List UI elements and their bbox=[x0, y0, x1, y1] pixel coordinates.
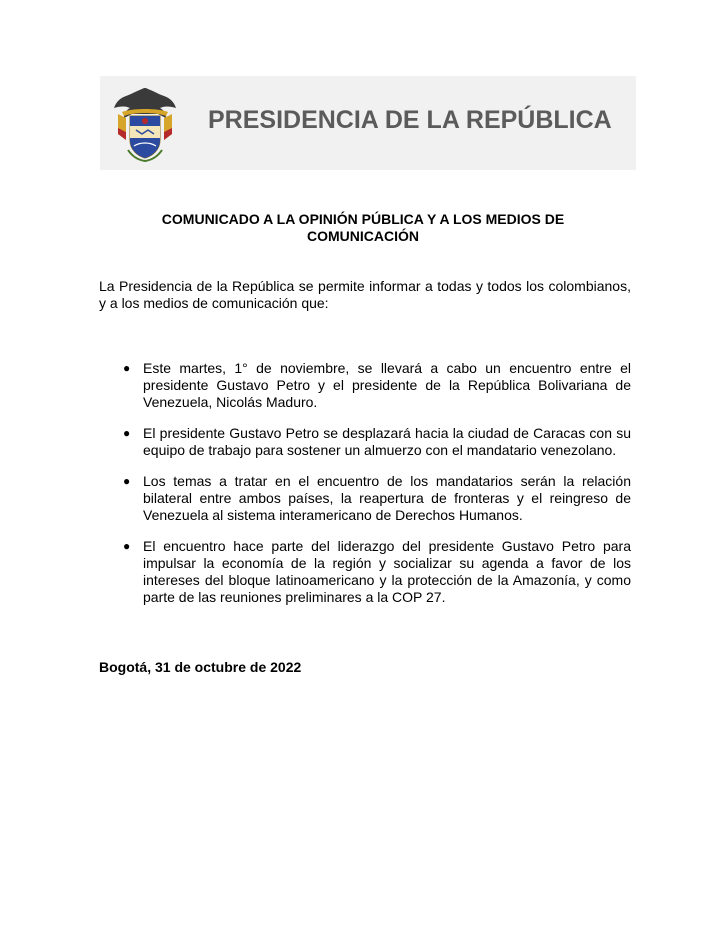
bullet-item bbox=[99, 360, 631, 411]
intro-paragraph: La Presidencia de la República se permite informar a todas y todos los colombianos, y a los medios de comunicación que: bbox=[99, 278, 631, 311]
signoff-date: Bogotá, 31 de octubre de 2022 bbox=[99, 659, 302, 675]
bullet-text: Los temas a tratar en el encuentro de los mandatarios serán la relación bilateral entre ambos países, la reapertura de fronteras y el reingreso de Venezuela al sistema interamericano de Derechos Humanos. bbox=[143, 473, 631, 523]
bullet-item bbox=[99, 425, 631, 459]
bullet-text: El encuentro hace parte del liderazgo del presidente Gustavo Petro para impulsar la economía de la región y socializar su agenda a favor de los intereses del bloque latinoamericano y la protección de la Amazonía, y como parte de las reuniones preliminares a la COP 27. bbox=[143, 538, 631, 605]
bullet-icon: ● bbox=[123, 474, 131, 488]
bullet-text: El presidente Gustavo Petro se desplazará hacia la ciudad de Caracas con su equipo de trabajo para sostener un almuerzo con el mandatario venezolano. bbox=[143, 425, 631, 458]
bullet-item bbox=[99, 473, 631, 524]
document-title: COMUNICADO A LA OPINIÓN PÚBLICA Y A LOS MEDIOS DE COMUNICACIÓN bbox=[161, 211, 565, 244]
header-banner bbox=[100, 76, 636, 170]
bullet-item bbox=[99, 538, 631, 606]
bullet-text: Este martes, 1° de noviembre, se llevará a cabo un encuentro entre el presidente Gustavo Petro y el presidente de la República Bolivariana de Venezuela, Nicolás Maduro. bbox=[143, 360, 631, 410]
bullet-icon: ● bbox=[123, 426, 131, 440]
banner-title: PRESIDENCIA DE LA REPÚBLICA bbox=[208, 106, 612, 134]
bullet-list bbox=[99, 360, 631, 620]
bullet-icon: ● bbox=[123, 361, 131, 375]
bullet-icon: ● bbox=[123, 539, 131, 553]
coat-of-arms-icon bbox=[112, 84, 178, 162]
